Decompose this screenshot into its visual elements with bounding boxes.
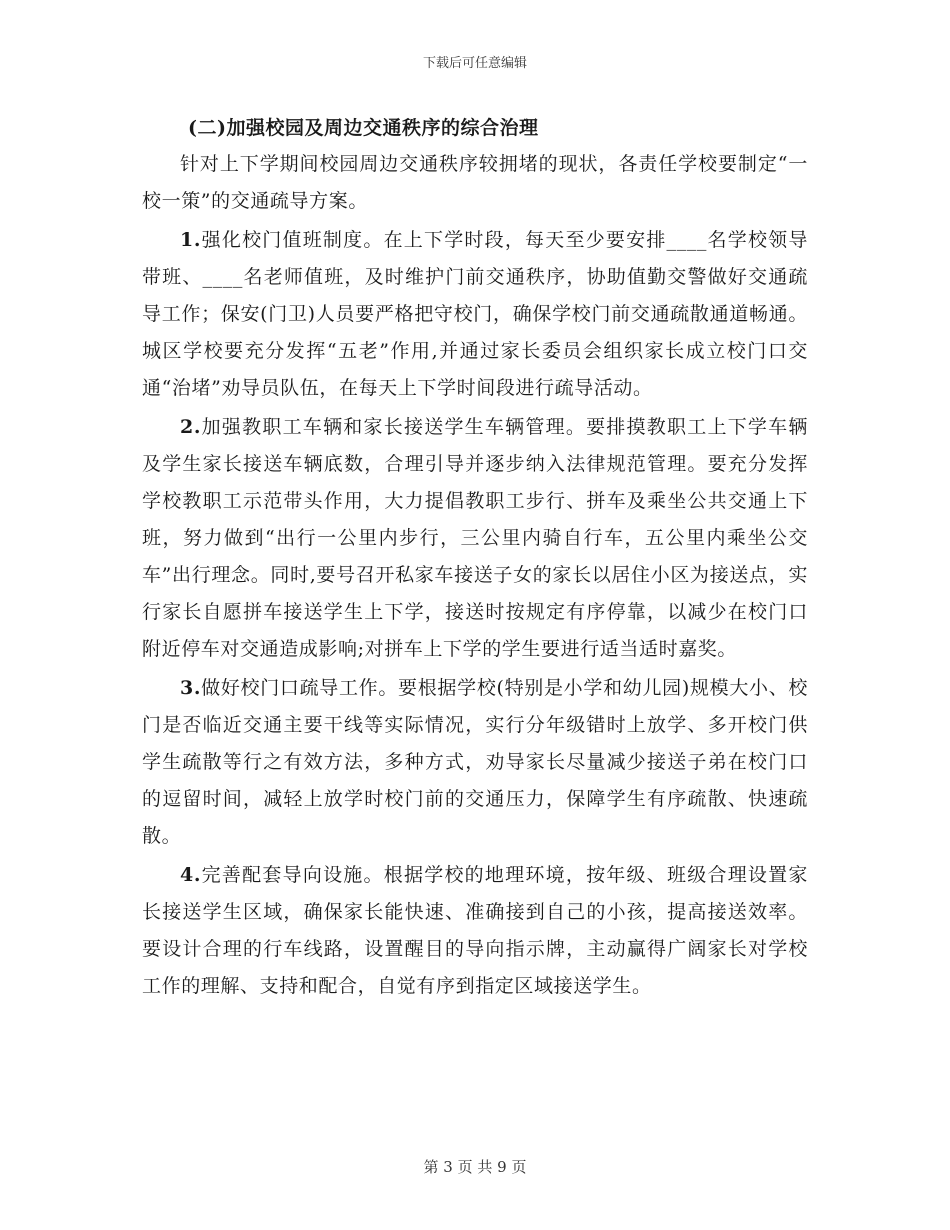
item-paragraph-2	[142, 409, 808, 668]
item-number-1: 1.	[180, 229, 202, 251]
document-body	[142, 110, 808, 1005]
item-text-1: 强化校门值班制度。在上下学时段，每天至少要安排____名学校领导带班、____名老师值班，及时维护门前交通秩序，协助值勤交警做好交通疏导工作；保安(门卫)人员要严格把守校门，确保学校门前交通疏散通道畅通。城区学校要充分发挥“五老”作用,并通过家长委员会组织家长成立校门口交通“治堵”劝导员队伍，在每天上下学时间段进行疏导活动。	[142, 229, 808, 399]
item-paragraph-1	[142, 222, 808, 407]
item-text-4: 完善配套导向设施。根据学校的地理环境，按年级、班级合理设置家长接送学生区域，确保家长能快速、准确接到自己的小孩，提高接送效率。要设计合理的行车线路，设置醒目的导向指示牌，主动赢得广阔家长对学校工作的理解、支持和配合，自觉有序到指定区域接送学生。	[142, 864, 808, 997]
item-number-2: 2.	[180, 416, 202, 438]
item-number-3: 3.	[180, 677, 202, 699]
item-text-3: 做好校门口疏导工作。要根据学校(特别是小学和幼儿园)规模大小、校门是否临近交通主要干线等实际情况，实行分年级错时上放学、多开校门供学生疏散等行之有效方法，多种方式，劝导家长尽量减少接送子弟在校门口的逗留时间，减轻上放学时校门前的交通压力，保障学生有序疏散、快速疏散。	[142, 677, 808, 847]
item-paragraph-3	[142, 670, 808, 855]
item-paragraph-4	[142, 857, 808, 1005]
page-header: 下载后可任意编辑	[422, 56, 527, 71]
page-footer: 第 3 页 共 9 页	[423, 1158, 527, 1176]
intro-paragraph: 针对上下学期间校园周边交通秩序较拥堵的现状，各责任学校要制定“一校一策”的交通疏导方案。	[142, 153, 808, 212]
section-heading: (二)加强校园及周边交通秩序的综合治理	[188, 117, 539, 139]
item-number-4: 4.	[180, 864, 202, 886]
item-text-2: 加强教职工车辆和家长接送学生车辆管理。要排摸教职工上下学车辆及学生家长接送车辆底数，合理引导并逐步纳入法律规范管理。要充分发挥学校教职工示范带头作用，大力提倡教职工步行、拼车及乘坐公共交通上下班，努力做到“出行一公里内步行，三公里内骑自行车，五公里内乘坐公交车”出行理念。同时,要号召开私家车接送子女的家长以居住小区为接送点，实行家长自愿拼车接送学生上下学，接送时按规定有序停靠，以减少在校门口附近停车对交通造成影响;对拼车上下学的学生要进行适当适时嘉奖。	[142, 416, 808, 660]
